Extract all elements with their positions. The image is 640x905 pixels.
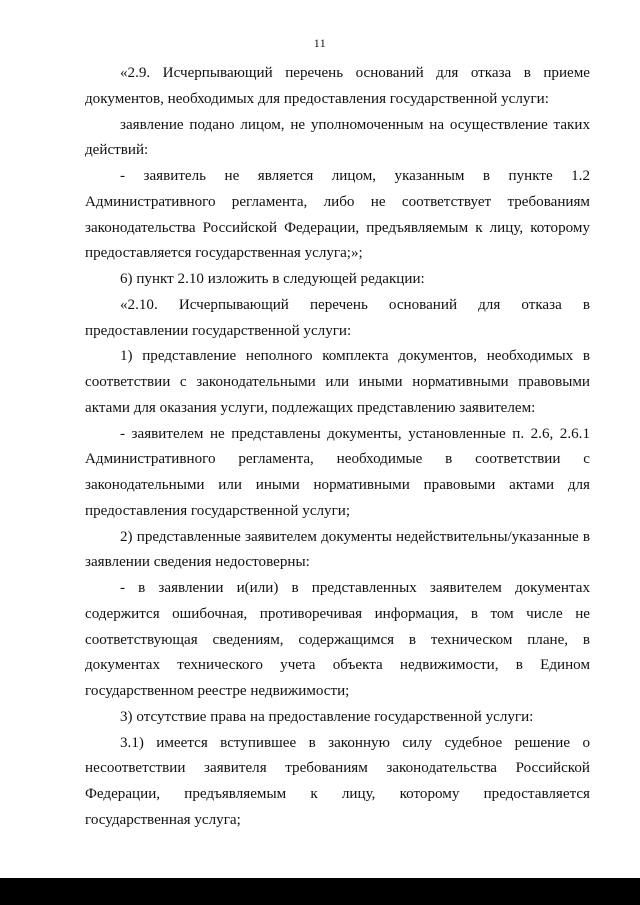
paragraph-2-9-heading: «2.9. Исчерпывающий перечень оснований для отказа в приеме документов, необходимых для предоставления государственной услуги: xyxy=(85,65,590,107)
paragraph-2-10-heading: «2.10. Исчерпывающий перечень оснований для отказа в предоставлении государственной услуги: xyxy=(85,296,590,339)
paragraph-documents-not-submitted: - заявителем не представлены документы, установленные п. 2.6, 2.6.1 Административного регламента, необходимые в соответствии с законодательными или иными нормативными правовыми актами для предоставления государственной услуги; xyxy=(85,425,590,519)
paragraph-applicant-not-eligible: - заявитель не является лицом, указанным в пункте 1.2 Административного регламента, либо не соответствует требованиям законодательства Российской Федерации, предъявляемым к лицу, которому предоставляется государственная услуга;»; xyxy=(85,168,590,262)
scan-bottom-border xyxy=(0,878,640,905)
paragraph-invalid-documents: 2) представленные заявителем документы недействительны/указанные в заявлении сведения недостоверны: xyxy=(85,528,590,571)
paragraph-no-right-to-service: 3) отсутствие права на предоставление государственной услуги: xyxy=(120,708,534,725)
paragraph-amendment-6: 6) пункт 2.10 изложить в следующей редакции: xyxy=(120,271,425,287)
paragraph-incomplete-documents: 1) представление неполного комплекта документов, необходимых в соответствии с законодательными или иными нормативными правовыми актами для оказания услуги, подлежащих представлению заявителем: xyxy=(85,348,590,416)
paragraph-court-decision: 3.1) имеется вступившее в законную силу судебное решение о несоответствии заявителя требованиям законодательства Российской Федерации, предъявляемым к лицу, которому предоставляется государственная услуга; xyxy=(85,734,590,828)
paragraph-unauthorized-applicant: заявление подано лицом, не уполномоченным на осуществление таких действий: xyxy=(85,116,590,159)
document-body xyxy=(85,61,590,834)
paragraph-contradictory-information: - в заявлении и(или) в представленных заявителем документах содержится ошибочная, противоречивая информация, в том числе не соответствующая сведениям, содержащимся в техническом плане, в документах технического учета объекта недвижимости, в Едином государственном реестре недвижимости; xyxy=(85,580,590,699)
page-number: 11 xyxy=(313,36,327,50)
